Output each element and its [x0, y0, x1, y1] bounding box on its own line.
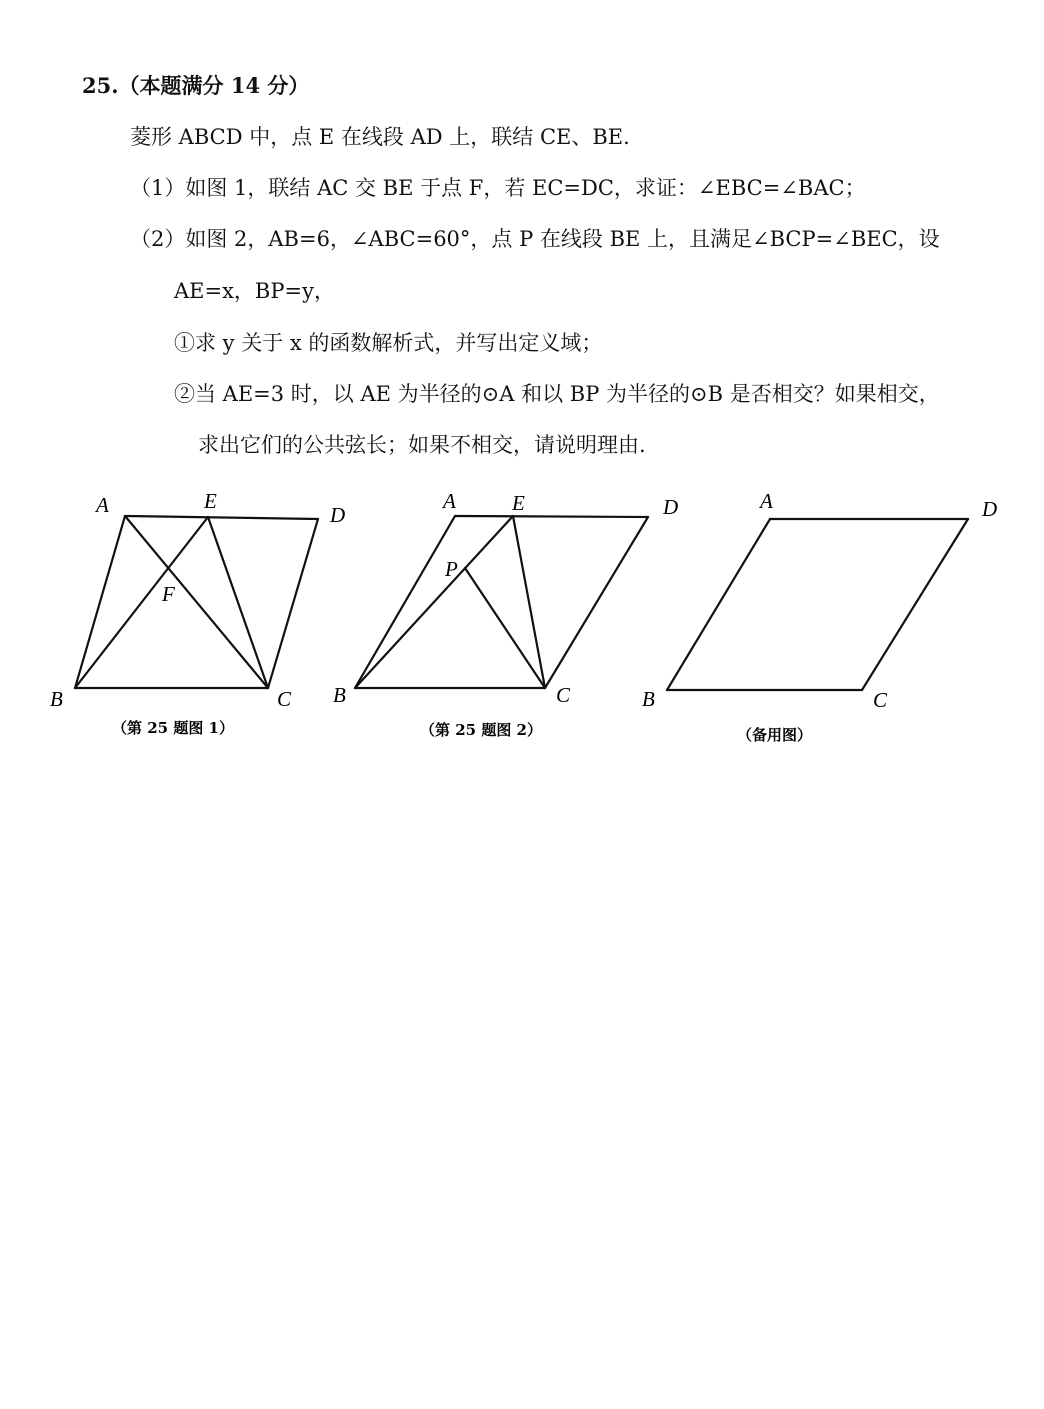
edge-ba [667, 519, 770, 690]
edge-ad [455, 516, 648, 517]
label-a: A [443, 489, 456, 513]
edge-dc [545, 517, 648, 688]
label-b: B [50, 687, 63, 711]
label-c: C [556, 683, 571, 707]
caption-figure-2: （第 25 题图 2） [420, 721, 542, 739]
problem-intro: 菱形 ABCD 中，点 E 在线段 AD 上，联结 CE、BE. [130, 125, 630, 149]
caption-figure-backup: （备用图） [737, 726, 813, 744]
part2-text: （2）如图 2，AB=6，∠ABC=60°，点 P 在线段 BE 上，且满足∠BCP=∠BEC，设 [130, 227, 940, 251]
label-d: D [663, 495, 679, 519]
edge-ba [355, 516, 455, 688]
figure-1 [50, 489, 345, 737]
figures [0, 470, 1044, 770]
label-f: F [162, 582, 175, 606]
problem-header: 25.（本题满分 14 分） [82, 73, 310, 98]
edge-dc [268, 519, 318, 688]
label-b: B [333, 683, 346, 707]
label-p: P [445, 557, 458, 581]
subquestion-2: ②当 AE=3 时，以 AE 为半径的⊙A 和以 BP 为半径的⊙B 是否相交？如果相交， [174, 382, 940, 406]
label-a: A [760, 489, 773, 513]
label-e: E [204, 489, 217, 513]
label-d: D [982, 497, 998, 521]
subquestion-1: ①求 y 关于 x 的函数解析式，并写出定义域； [174, 331, 603, 355]
part2-text-cont: AE=x，BP=y， [174, 279, 335, 303]
edge-ba [75, 516, 125, 688]
segment-be [75, 517, 208, 688]
label-d: D [330, 503, 346, 527]
label-a: A [96, 493, 109, 517]
label-c: C [277, 687, 292, 711]
label-e: E [512, 491, 525, 515]
segment-ec [208, 517, 268, 688]
part1-text: （1）如图 1，联结 AC 交 BE 于点 F，若 EC=DC，求证：∠EBC=∠BAC； [130, 176, 866, 200]
edge-ad [125, 516, 318, 519]
subquestion-2-cont: 求出它们的公共弦长；如果不相交，请说明理由. [198, 433, 646, 457]
figure-backup [642, 489, 997, 744]
figure-2 [333, 489, 678, 739]
segment-ac [125, 516, 268, 688]
caption-figure-1: （第 25 题图 1） [112, 719, 234, 737]
label-b: B [642, 687, 655, 711]
edge-dc [862, 519, 968, 690]
label-c: C [873, 688, 888, 712]
segment-be [355, 516, 513, 688]
